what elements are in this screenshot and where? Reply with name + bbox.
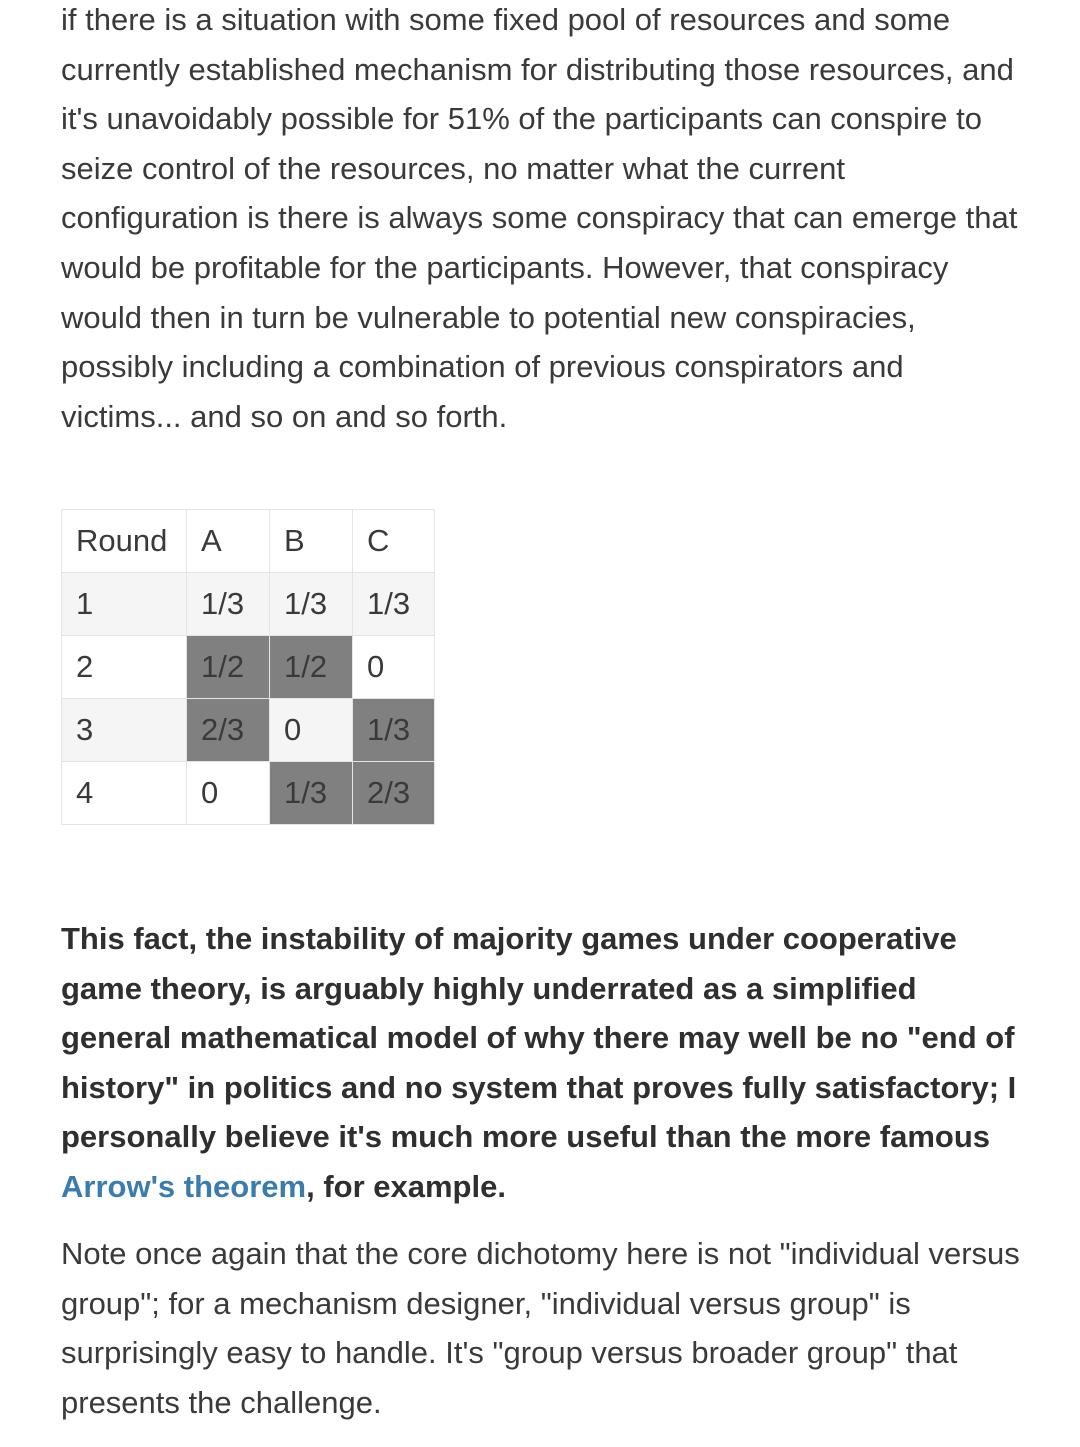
header-c: C <box>353 510 435 573</box>
cell-a: 1/3 <box>187 573 270 636</box>
cell-b-coalition: 1/3 <box>270 762 353 825</box>
emphasis-text-before: This fact, the instability of majority games under cooperative game theory, is arguably highly underrated as a simplified general mathematical model of why there may well be no "end of history" in politics and no system that proves fully satisfactory; I personally believe it's much more useful than the more famous <box>61 921 1017 1155</box>
cell-b: 1/3 <box>270 573 353 636</box>
emphasis-paragraph <box>61 914 1021 1212</box>
cell-c-coalition: 2/3 <box>353 762 435 825</box>
cell-b-coalition: 1/2 <box>270 636 353 699</box>
arrows-theorem-link[interactable]: Arrow's theorem <box>61 1168 307 1204</box>
table-row <box>62 636 435 699</box>
emphasis-text-after: , for example. <box>306 1168 506 1204</box>
table-header-row <box>62 510 435 573</box>
intro-paragraph: if there is a situation with some fixed pool of resources and some currently established mechanism for distributing those resources, and it's unavoidably possible for 51% of the participants can conspire to seize control of the resources, no matter what the current configuration is there is always some conspiracy that can emerge that would be profitable for the participants. However, that conspiracy would then in turn be vulnerable to potential new conspiracies, possibly including a combination of previous conspirators and victims... and so on and so forth. <box>61 2 1018 434</box>
cell-round: 3 <box>62 699 187 762</box>
table-row <box>62 762 435 825</box>
cell-c: 1/3 <box>353 573 435 636</box>
cell-c: 0 <box>353 636 435 699</box>
cell-a: 0 <box>187 762 270 825</box>
header-round: Round <box>62 510 187 573</box>
cell-a-coalition: 1/2 <box>187 636 270 699</box>
cell-round: 1 <box>62 573 187 636</box>
note-paragraph: Note once again that the core dichotomy here is not "individual versus group"; for a mechanism designer, "individual versus group" is surprisingly easy to handle. It's "group versus broader group" that presents the challenge. <box>61 1236 1020 1420</box>
cell-a-coalition: 2/3 <box>187 699 270 762</box>
table-row <box>62 699 435 762</box>
table-row <box>62 573 435 636</box>
header-b: B <box>270 510 353 573</box>
header-a: A <box>187 510 270 573</box>
coalition-rounds-table <box>61 509 435 825</box>
cell-round: 4 <box>62 762 187 825</box>
cell-round: 2 <box>62 636 187 699</box>
cell-b: 0 <box>270 699 353 762</box>
cell-c-coalition: 1/3 <box>353 699 435 762</box>
